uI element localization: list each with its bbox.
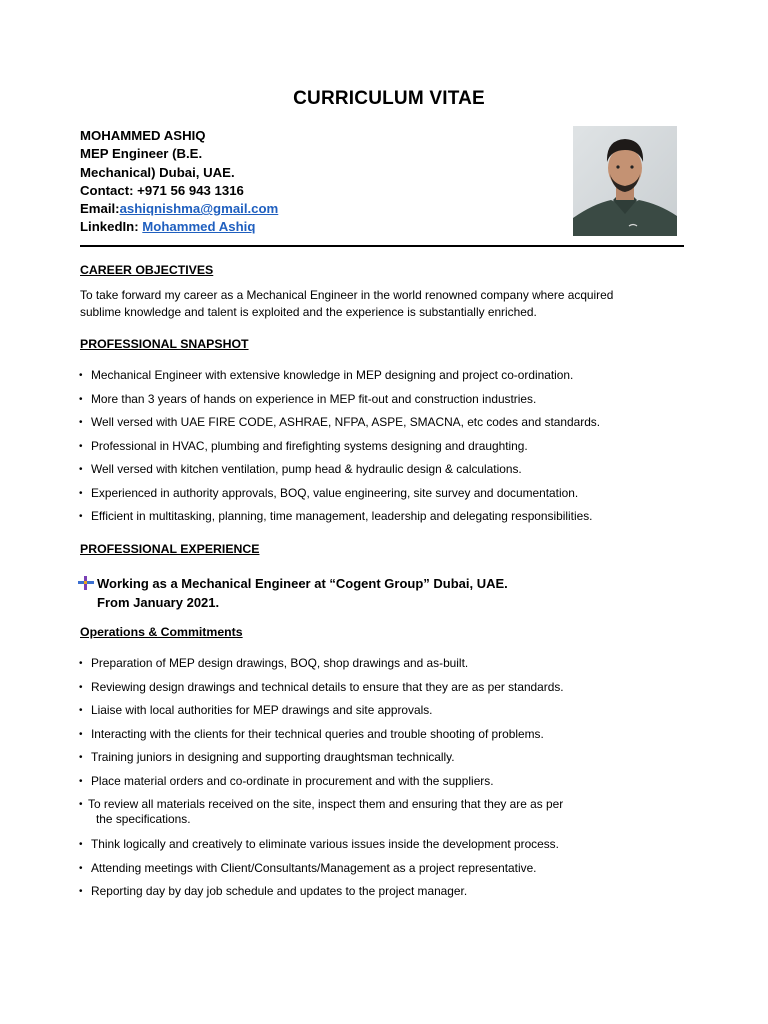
email-label: Email: [80,201,120,217]
bullet-star-icon [78,576,94,590]
list-item: • Training juniors in designing and supporting draughtsman technically. [79,750,455,764]
phone-number: +971 56 943 1316 [137,182,244,198]
professional-experience-heading: PROFESSIONAL EXPERIENCE [80,542,260,556]
header-divider [80,245,684,247]
profile-photo [573,126,677,236]
phone-line [80,182,278,200]
operations-heading: Operations & Commitments [80,625,243,639]
role-line-1: MEP Engineer (B.E. [80,146,203,162]
list-item: • Preparation of MEP design drawings, BOQ, shop drawings and as-built. [79,656,469,670]
career-objectives-heading: CAREER OBJECTIVES [80,263,214,277]
list-item: • Place material orders and co-ordinate in procurement and with the suppliers. [79,773,494,788]
operations-list [79,656,699,908]
job-line-1 [78,575,508,594]
linkedin-link[interactable]: Mohammed Ashiq [142,219,256,235]
list-item: • Efficient in multitasking, planning, time management, leadership and delegating responsibilities. [79,509,593,523]
list-item: • Professional in HVAC, plumbing and firefighting systems designing and draughting. [79,438,528,453]
list-item: • Experienced in authority approvals, BOQ, value engineering, site survey and documentation. [79,485,579,500]
page-title: CURRICULUM VITAE [293,88,485,109]
list-item: • More than 3 years of hands on experience in MEP fit-out and construction industries. [79,391,537,406]
role-line-2: Mechanical) Dubai, UAE. [80,164,235,180]
linkedin-line [80,218,278,236]
list-item: • Reviewing design drawings and technical details to ensure that they are as per standards. [79,679,564,694]
candidate-name: MOHAMMED ASHIQ [80,128,206,143]
phone-label: Contact: [80,182,134,198]
list-item: • Well versed with kitchen ventilation, pump head & hydraulic design & calculations. [79,462,522,476]
job-entry [78,575,508,612]
list-item: • Interacting with the clients for their technical queries and trouble shooting of problems. [79,726,544,741]
contact-block [80,127,278,237]
professional-snapshot-heading: PROFESSIONAL SNAPSHOT [80,337,249,351]
list-item: • Attending meetings with Client/Consultants/Management as a project representative. [79,860,537,875]
career-line-1: To take forward my career as a Mechanical Engineer in the world renowned company where acquired [80,288,614,302]
list-item: • Well versed with UAE FIRE CODE, ASHRAE, NFPA, ASPE, SMACNA, etc codes and standards. [79,415,601,429]
list-item: • Think logically and creatively to eliminate various issues inside the development process. [79,837,559,851]
list-item: • Liaise with local authorities for MEP drawings and site approvals. [79,703,433,717]
list-item: • Mechanical Engineer with extensive knowledge in MEP designing and project co-ordination. [79,368,574,382]
list-item: • To review all materials received on the site, inspect them and ensuring that they are as per the specifications. [79,797,564,826]
job-title-text: Working as a Mechanical Engineer at “Cogent Group” Dubai, UAE. [97,576,508,591]
career-line-2: sublime knowledge and talent is exploited and the experience is substantially enriched. [80,305,537,319]
list-item: • Reporting day by day job schedule and updates to the project manager. [79,884,468,898]
linkedin-label: LinkedIn: [80,219,139,235]
email-line [80,200,278,218]
snapshot-list [79,368,699,533]
job-line-2: From January 2021. [97,594,220,610]
career-objectives-text [80,287,680,321]
email-link[interactable]: ashiqnishma@gmail.com [119,201,279,217]
